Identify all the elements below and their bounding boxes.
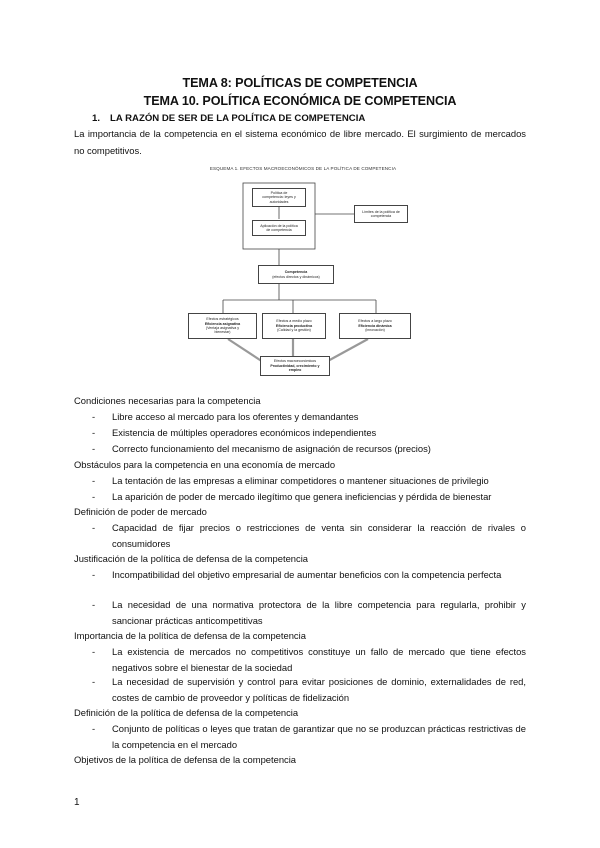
- section-heading-text: LA RAZÓN DE SER DE LA POLÍTICA DE COMPETENCIA: [110, 113, 366, 124]
- page-number: 1: [74, 797, 80, 808]
- box-productive-efficiency: Efectos a medio plazo Eficiencia productiva (Calidad y la gestión): [262, 313, 326, 339]
- block-heading-market-power: Definición de poder de mercado: [74, 506, 207, 517]
- list-item: - La necesidad de una normativa protectora de la libre competencia para regularla, prohibir y sancionar prácticas anticompetitivas: [92, 599, 526, 626]
- list-item: - La necesidad de supervisión y control para evitar posiciones de dominio, externalidades de red, costes de cambio de proveedor y políticas de fidelización: [92, 676, 526, 703]
- list-item: - La tentación de las empresas a eliminar competidores o mantener situaciones de privilegio: [92, 475, 489, 486]
- block-heading-importance: Importancia de la política de defensa de la competencia: [74, 630, 306, 641]
- block-heading-conditions: Condiciones necesarias para la competencia: [74, 395, 261, 406]
- section-heading: [92, 113, 365, 124]
- box-dynamic-efficiency: Efectos a largo plazo Eficiencia dinámica (innovación): [339, 313, 411, 339]
- block-heading-objectives: Objetivos de la política de defensa de la competencia: [74, 754, 297, 765]
- box-macroeconomic-effects: Efectos macroeconómicos Productividad, crecimiento y empleo: [260, 356, 330, 376]
- box-policy-application: Aplicación de la política de competencia: [252, 220, 306, 236]
- section-number: 1.: [92, 113, 101, 124]
- list-item: - Conjunto de políticas o leyes que tratan de garantizar que no se produzcan prácticas restrictivas de la competencia en el mercado: [92, 723, 526, 750]
- box-competition: Competencia (efectos directos y dinámicos): [258, 265, 334, 284]
- block-heading-justification: Justificación de la política de defensa de la competencia: [74, 553, 308, 564]
- document-title: TEMA 8: POLÍTICAS DE COMPETENCIA: [182, 76, 418, 90]
- list-item: - Capacidad de fijar precios o restricciones de venta sin considerar la reacción de rivales o consumidores: [92, 522, 526, 549]
- list-item: - La aparición de poder de mercado ilegítimo que genera ineficiencias y pérdida de bienestar: [92, 491, 492, 502]
- block-heading-obstacles: Obstáculos para la competencia en una economía de mercado: [74, 459, 336, 470]
- document-subtitle: TEMA 10. POLÍTICA ECONÓMICA DE COMPETENCIA: [143, 94, 457, 108]
- list-item: - La existencia de mercados no competitivos constituye un fallo de mercado que tiene efectos negativos sobre el bienestar de la sociedad: [92, 646, 526, 673]
- box-competition-laws: Política de competencia: leyes y autoridades: [252, 188, 306, 207]
- diagram-title: ESQUEMA 1. EFECTOS MACROECONÓMICOS DE LA POLÍTICA DE COMPETENCIA: [209, 166, 397, 171]
- intro-paragraph: La importancia de la competencia en el sistema económico de libre mercado. El surgimiento de mercados no competitivos.: [74, 128, 526, 156]
- competition-diagram: [168, 164, 438, 389]
- block-heading-definition: Definición de la política de defensa de la competencia: [74, 707, 299, 718]
- box-allocative-efficiency: Efectos estratégicos Eficiencia asignativa (Ventaja asignativa y bienestar): [188, 313, 257, 339]
- list-item: - Incompatibilidad del objetivo empresarial de aumentar beneficios con la competencia perfecta: [92, 569, 502, 580]
- arrow-static-macro: [228, 339, 263, 362]
- list-item: - Correcto funcionamiento del mecanismo de asignación de recursos (precios): [92, 443, 431, 454]
- box-policy-limits: Límites de la política de competencia: [354, 205, 408, 223]
- arrow-longrun-macro: [326, 339, 368, 362]
- list-item: - Libre acceso al mercado para los oferentes y demandantes: [92, 411, 359, 422]
- list-item: - Existencia de múltiples operadores económicos independientes: [92, 427, 377, 438]
